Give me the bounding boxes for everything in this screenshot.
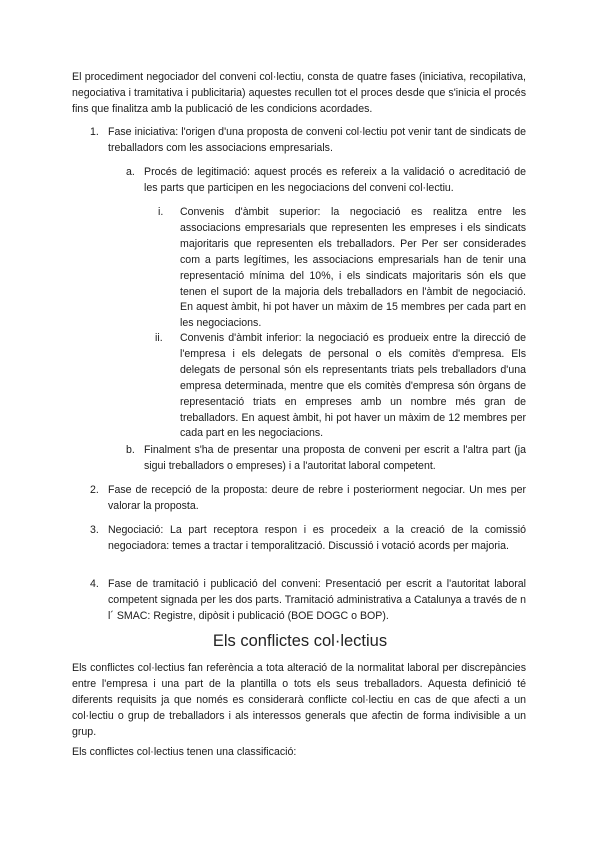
list-text: Fase de tramitació i publicació del conveni: Presentació per escrit a l'autoritat laboral competent signada per les dos parts. Tramitació administrativa a Catalunya a través de n l´ SMAC: Registre, dipòsit i publicació (BOE DOGC o BOP). <box>108 578 526 622</box>
list-text: Fase de recepció de la proposta: deure de rebre i posteriorment negociar. Un mes per valorar la proposta. <box>108 484 526 512</box>
list-roman: i. <box>158 206 164 218</box>
list-roman: ii. <box>155 332 163 344</box>
list-text: Convenis d'àmbit inferior: la negociació es produeix entre la direcció de l'empresa i els delegats de personal o els comitès d'empresa. Els delegats de personal són els representants triats pels treballadors d'una empresa determinada, mentre que els comitès d'empresa són òrgans de representació triats en empreses amb un nombre més gran de treballadors. En aquest àmbit, hi pot haver un màxim de 12 membres per cada part en les negociacions. <box>180 332 526 440</box>
sub-item-a <box>126 165 526 197</box>
list-number: 1. <box>90 126 99 138</box>
classification-paragraph: Els conflictes col·lectius tenen una classificació: <box>72 746 297 758</box>
list-text: Negociació: La part receptora respon i es procedeix a la creació de la comissió negociadora: temes a tractar i temporalització. Discussió i votació acords per majoria. <box>108 524 526 552</box>
list-number: 2. <box>90 484 99 496</box>
phase-1-item <box>72 125 526 157</box>
list-text: Procés de legitimació: aquest procés es refereix a la validació o acreditació de les parts que participen en les negociacions del conveni col·lectiu. <box>144 166 526 194</box>
sub-sub-item-i <box>158 205 526 332</box>
list-number: 4. <box>90 578 99 590</box>
sub-item-b <box>126 443 526 475</box>
list-text: Fase iniciativa: l'origen d'una proposta de conveni col·lectiu pot venir tant de sindicats de treballadors com les associacions empresarials. <box>108 126 526 154</box>
conflicts-paragraph: Els conflictes col·lectius fan referència a tota alteració de la normalitat laboral per discrepàncies entre l'empresa i una part de la plantilla o tots els seus treballadors. Aquesta definició té diferents requisits ja que només es considerarà conflicte col·lectiu en cas de que afecti a un col·lectiu o grup de treballadors i als interessos generals que afectin de forma indivisible a un grup. <box>72 662 526 738</box>
section-heading: Els conflictes col·lectius <box>212 632 388 650</box>
sub-sub-item-ii <box>155 331 526 442</box>
phase-2-item <box>72 483 526 515</box>
list-text: Convenis d'àmbit superior: la negociació es realitza entre les associacions empresarials que representen les empreses i els sindicats majoritaris que representen els treballadors. Per Per ser considerades com a parts legítimes, les associacions empresarials han de tenir una representació mínima del 10%, i els sindicats majoritaris són els que tenen el suport de la majoria dels treballadors en l'àmbit de negociació. En aquest àmbit, hi pot haver un màxim de 15 membres per cada part en les negociacions. <box>180 206 526 330</box>
list-letter: b. <box>126 444 135 456</box>
list-letter: a. <box>126 166 135 178</box>
phase-3-item <box>72 523 526 555</box>
intro-paragraph: El procediment negociador del conveni col·lectiu, consta de quatre fases (iniciativa, recopilativa, negociativa i tramitativa i publicitaria) aquestes recullen tot el proces desde que s'inicia el procés fins que finalitza amb la publicació de les condicions acordades. <box>72 71 526 115</box>
list-text: Finalment s'ha de presentar una proposta de conveni per escrit a l'altra part (ja sigui treballadors o empreses) i a l'autoritat laboral competent. <box>144 444 526 472</box>
phase-4-item <box>72 577 526 625</box>
list-number: 3. <box>90 524 99 536</box>
